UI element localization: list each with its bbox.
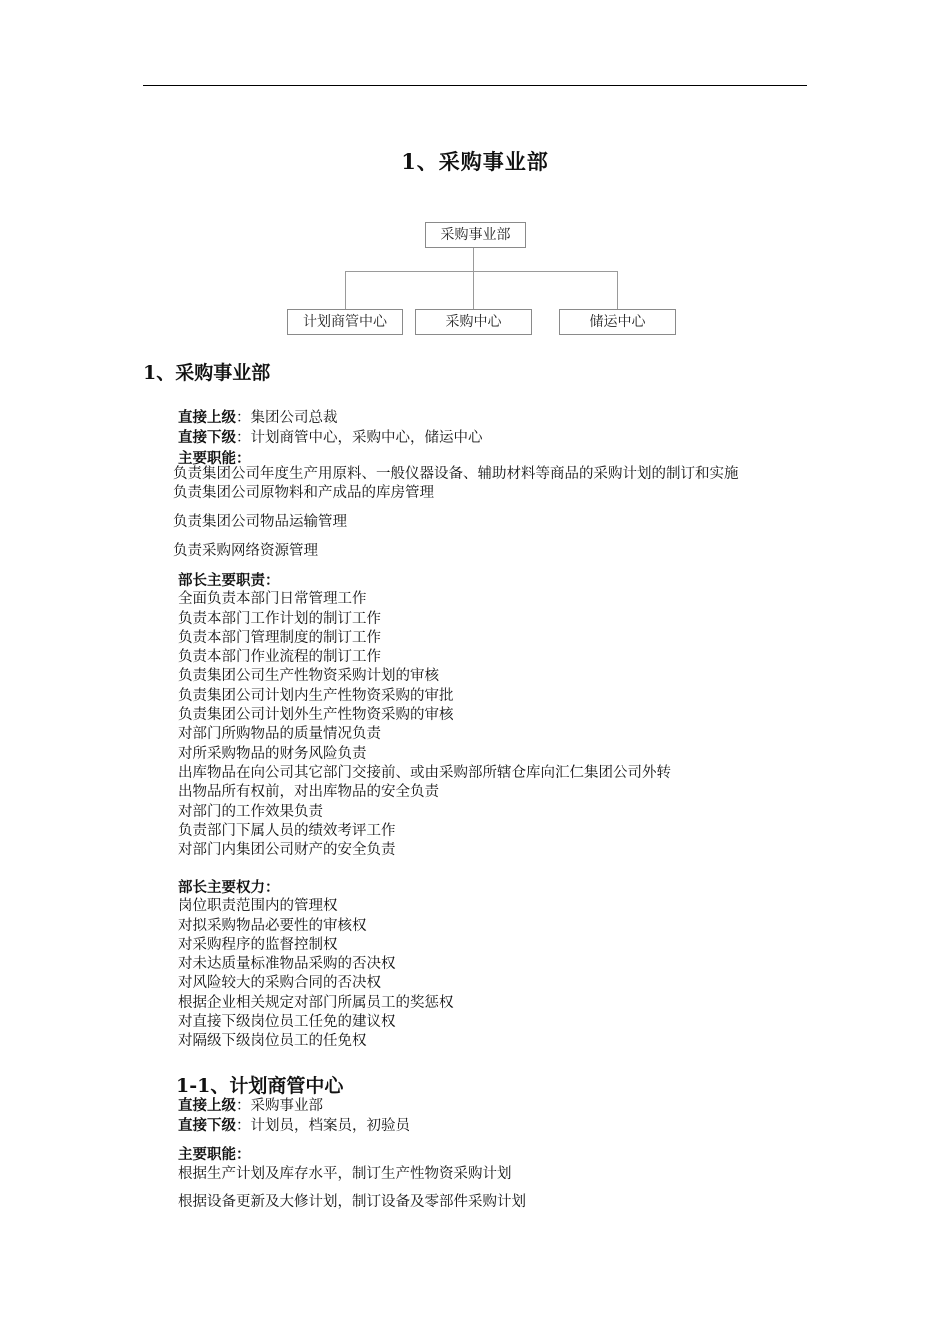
functions-heading [178, 1145, 512, 1165]
direct-superior [178, 1096, 410, 1116]
duty-item: 负责本部门管理制度的制订工作 [178, 629, 381, 646]
functions-label: 主要职能 [178, 449, 236, 467]
subordinate-value: ：计划商管中心，采购中心，储运中心 [236, 430, 483, 447]
function-item: 负责集团公司原物料和产成品的库房管理 [173, 485, 434, 502]
subsection-heading: 1-1、计划商管中心 [176, 1075, 344, 1097]
direct-superior [178, 408, 483, 428]
subordinate-label: 直接下级 [178, 429, 236, 447]
org-node-root: 采购事业部 [425, 222, 526, 248]
function-item: 负责集团公司年度生产用原料、一般仪器设备、辅助材料等商品的采购计划的制订和实施 [173, 466, 739, 482]
duty-item: 出物品所有权前，对出库物品的安全负责 [178, 784, 439, 801]
function-item-3 [173, 513, 347, 532]
connector-horizontal [345, 271, 617, 272]
connector-left [345, 271, 346, 309]
org-chart [0, 0, 950, 360]
duty-item: 负责本部门作业流程的制订工作 [178, 649, 381, 666]
org-node-purchasing: 采购中心 [415, 309, 532, 335]
power-item: 岗位职责范围内的管理权 [178, 898, 338, 915]
superior-label: 直接上级 [178, 409, 236, 426]
section-heading: 1、采购事业部 [143, 362, 271, 384]
duty-item: 对部门内集团公司财产的安全负责 [178, 842, 396, 859]
section-meta [178, 408, 483, 469]
functions-colon: ： [236, 449, 251, 467]
direct-subordinate [178, 428, 483, 448]
power-item: 根据企业相关规定对部门所属员工的奖惩权 [178, 994, 454, 1011]
function-item-4 [173, 542, 318, 561]
power-item: 对拟采购物品必要性的审核权 [178, 917, 367, 934]
function-item: 负责集团公司物品运输管理 [173, 514, 347, 530]
function-item: 根据生产计划及库存水平，制订生产性物资采购计划 [178, 1166, 512, 1183]
superior-value: ：采购事业部 [236, 1098, 323, 1114]
duty-item: 对部门所购物品的质量情况负责 [178, 726, 381, 743]
subsection-function-2 [178, 1193, 526, 1212]
org-node-planning: 计划商管中心 [287, 309, 403, 335]
document-title: 1、采购事业部 [401, 149, 549, 174]
org-node-storage: 储运中心 [559, 309, 676, 335]
superior-value: ：集团公司总裁 [236, 410, 338, 426]
duty-item: 负责本部门工作计划的制订工作 [178, 610, 381, 627]
power-item: 对未达质量标准物品采购的否决权 [178, 956, 396, 973]
power-item: 对直接下级岗位员工任免的建议权 [178, 1014, 396, 1031]
connector-right [617, 271, 618, 309]
function-item: 负责采购网络资源管理 [173, 543, 318, 559]
subsection-functions [178, 1145, 512, 1185]
duty-item: 对所采购物品的财务风险负责 [178, 745, 367, 762]
powers-label: 部长主要权力： [178, 879, 280, 896]
power-item: 对风险较大的采购合同的否决权 [178, 975, 381, 992]
duty-item: 负责部门下属人员的绩效考评工作 [178, 822, 396, 839]
duties-label: 部长主要职责： [178, 572, 280, 589]
power-item: 对隔级下级岗位员工的任免权 [178, 1033, 367, 1050]
duty-item: 负责集团公司计划内生产性物资采购的审批 [178, 687, 454, 704]
duty-item: 负责集团公司计划外生产性物资采购的审核 [178, 707, 454, 724]
duties-block [178, 571, 671, 860]
duty-item: 全面负责本部门日常管理工作 [178, 591, 367, 608]
subordinate-label: 直接下级 [178, 1117, 236, 1135]
duty-item: 出库物品在向公司其它部门交接前、或由采购部所辖仓库向汇仁集团公司外转 [178, 764, 671, 781]
superior-label: 直接上级 [178, 1097, 236, 1114]
functions-label: 主要职能 [178, 1146, 236, 1163]
duty-item: 对部门的工作效果负责 [178, 803, 323, 820]
function-item: 根据设备更新及大修计划，制订设备及零部件采购计划 [178, 1194, 526, 1210]
duty-item: 负责集团公司生产性物资采购计划的审核 [178, 668, 439, 685]
subordinate-value: ：计划员，档案员，初验员 [236, 1118, 410, 1135]
functions-colon: ： [236, 1146, 251, 1163]
subsection-meta [178, 1096, 410, 1137]
powers-block [178, 878, 454, 1052]
connector-middle [473, 247, 474, 309]
power-item: 对采购程序的监督控制权 [178, 936, 338, 953]
direct-subordinate [178, 1116, 410, 1136]
functions-list [173, 465, 739, 504]
